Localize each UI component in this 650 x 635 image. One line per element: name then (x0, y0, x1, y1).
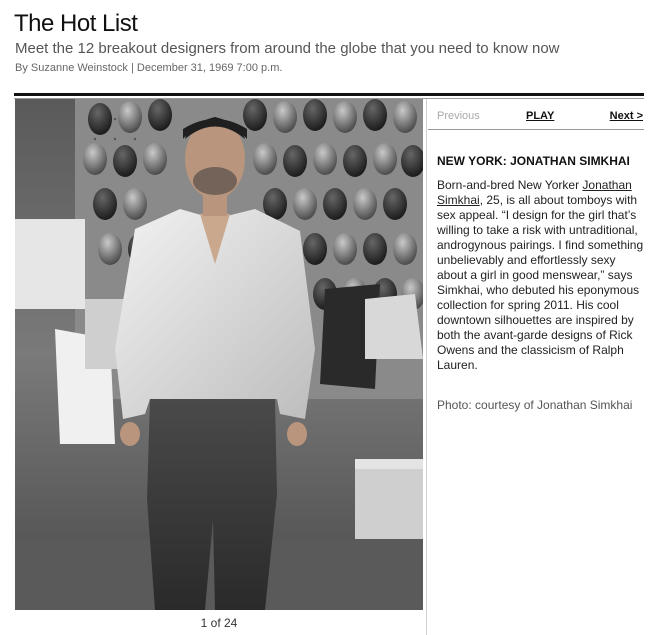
designer-link[interactable]: Jonathan Simkhai (437, 178, 632, 207)
slide-counter: 1 of 24 (200, 616, 238, 630)
byline: By Suzanne Weinstock | December 31, 1969 7:00 p.m. (15, 62, 283, 74)
slideshow-nav (437, 110, 643, 124)
nav-rule (428, 129, 644, 130)
designer-portrait-photo (15, 99, 423, 610)
slide-title: NEW YORK: JONATHAN SIMKHAI (437, 154, 630, 168)
header-rule (14, 93, 644, 96)
photo-credit: Photo: courtesy of Jonathan Simkhai (437, 398, 633, 412)
caption-text-end: , 25, is all about tomboys with sex appeal. “I design for the girl that’s willing to take a risk with untraditional, androgynous pairings. I find something unbelievably and effortlessly sexy about a girl in good menswear,” says Simkhai, who debuted his eponymous collection for spring 2011. His cool downtown silhouettes are inspired by both the avant-garde designs of Rick Owens and the classicism of Ralph Lauren. (437, 193, 644, 372)
column-divider (426, 99, 427, 635)
page-subtitle: Meet the 12 breakout designers from around the globe that you need to know now (15, 40, 560, 57)
previous-button[interactable]: Previous (437, 110, 480, 122)
page-title: The Hot List (14, 10, 138, 37)
slide-photo[interactable] (15, 99, 423, 610)
next-button[interactable]: Next > (609, 110, 643, 122)
play-button[interactable]: PLAY (526, 110, 555, 122)
slide-caption (437, 178, 645, 373)
caption-text-start: Born-and-bred New Yorker (437, 178, 583, 192)
